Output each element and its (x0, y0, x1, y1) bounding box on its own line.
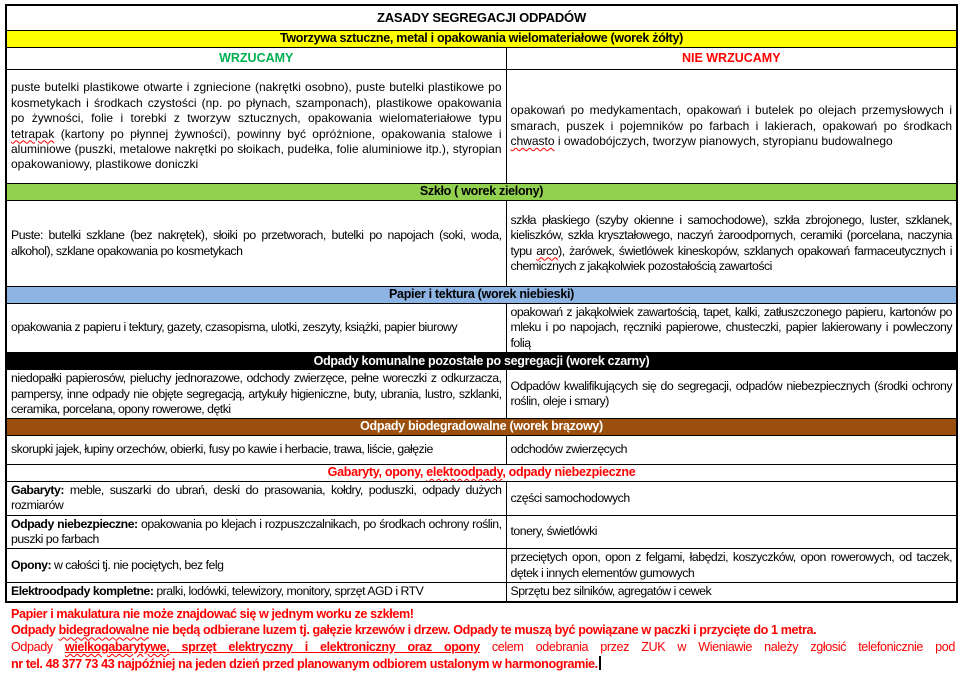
cell-text: opakowania po klejach i rozpuszczalnikach, po środkach ochrony roślin, puszki po farbach (11, 516, 502, 547)
row-lead-label: Elektroodpady kompletne: (11, 584, 154, 599)
cell-bio-nie-wrzucamy: odchodów zwierzęcych (506, 435, 957, 464)
cell-text: meble, suszarki do ubrań, deski do prasowania, kołdry, poduszki, odpady dużych rozmiarów (11, 482, 502, 513)
cell-glass-nie-wrzucamy (506, 201, 957, 287)
section-header-plastic: Tworzywa sztuczne, metal i opakowania wielomateriałowe (worek żółty) (6, 31, 957, 48)
text-cursor (599, 656, 601, 670)
table-row (6, 184, 957, 201)
footer-line-bio (11, 622, 955, 639)
footer-text: nie będą odbierane luzem tj. gałęzie krzewów i drzew. Odpady te muszą być powiązane w paczki i przycięte do 1 metra. (148, 623, 817, 638)
table-row (6, 583, 957, 602)
header-text: Gabaryty, opony, (327, 465, 427, 480)
footer-warnings (11, 606, 955, 672)
table-row (6, 419, 957, 435)
table-row (6, 481, 957, 515)
misspelled-word: wielkogabarytywe, (64, 639, 170, 654)
cell-niebezpieczne-right: tonery, świetlówki (506, 515, 957, 549)
table-row (6, 5, 957, 31)
table-row (6, 549, 957, 583)
section-header-bulky (6, 464, 957, 481)
table-row (6, 70, 957, 184)
table-row (6, 48, 957, 70)
table-row (6, 353, 957, 370)
misspelled-word: elektoodpady (426, 465, 503, 480)
cell-elektroodpady-right: Sprzętu bez silników, agregatów i cewek (506, 583, 957, 602)
cell-gabaryty-left (6, 481, 506, 515)
column-header-wrzucamy: WRZUCAMY (6, 48, 506, 70)
cell-glass-wrzucamy: Puste: butelki szklane (bez nakrętek), słoiki po przetworach, butelki po napojach (soki, woda, alkohol), szklane opakowania po kosmetykach (6, 201, 506, 287)
footer-line-phone (11, 656, 955, 673)
table-row (6, 201, 957, 287)
cell-gabaryty-right: części samochodowych (506, 481, 957, 515)
row-lead-label: Opony: (11, 558, 52, 573)
underlined-phrase (65, 640, 480, 654)
table-row (6, 304, 957, 353)
table-row (6, 31, 957, 48)
column-header-nie-wrzucamy: NIE WRZUCAMY (506, 48, 957, 70)
cell-text: pralki, lodówki, telewizory, monitory, sprzęt AGD i RTV (153, 584, 424, 599)
footer-text: Odpady (11, 623, 59, 638)
cell-text: szkła płaskiego (szyby okienne i samochodowe), szkła zbrojonego, luster, szklanek, kieliszków, szkła kryształowego, naczyń żaroodpornych, ceramiki (porcelana, naczynia typu (510, 212, 953, 258)
document-title: ZASADY SEGREGACJI ODPADÓW (6, 5, 957, 31)
cell-paper-nie-wrzucamy: opakowań z jakąkolwiek zawartością, tapet, kalki, zatłuszczonego papieru, kartonów po mleku i po napojach, ręczniki papierowe, chusteczki, papier lakierowany i powleczony folią (506, 304, 957, 353)
segregation-table (5, 4, 958, 603)
table-row (6, 435, 957, 464)
row-lead-label: Gabaryty: (11, 482, 64, 497)
footer-text: sprzęt elektryczny i elektroniczny oraz opony (169, 639, 480, 654)
section-header-municipal: Odpady komunalne pozostałe po segregacji (worek czarny) (6, 353, 957, 370)
cell-plastic-wrzucamy (6, 70, 506, 184)
cell-paper-wrzucamy: opakowania z papieru i tektury, gazety, czasopisma, ulotki, zeszyty, książki, papier biurowy (6, 304, 506, 353)
cell-municipal-wrzucamy: niedopałki papierosów, pieluchy jednorazowe, odchody zwierzęce, pełne woreczki z odkurzacza, pampersy, inne odpady nie objęte segregacją, artykuły higieniczne, buty, ubrania, lustro, szklanki, ceramika, porcelana, opony rowerowe, dętki (6, 370, 506, 419)
cell-text: puste butelki plastikowe otwarte i zgniecione (nakrętki osobno), puste butelki plastikowe po kosmetykach i środkach czystości (np. po płynach, szamponach), plastikowe opakowania po żywności, folie i torebki z tworzyw sztucznych, opakowania wielomateriałowe typu (11, 80, 502, 126)
footer-text: nr tel. 48 377 73 43 najpóźniej na jeden dzień przed planowanym odbiorem ustalonym w harmonogramie. (11, 656, 598, 671)
footer-line-bulky-pickup (11, 639, 955, 656)
section-header-bio: Odpady biodegradowalne (worek brązowy) (6, 419, 957, 435)
row-lead-label: Odpady niebezpieczne: (11, 516, 138, 531)
cell-municipal-nie-wrzucamy: Odpadów kwalifikujących się do segregacji, odpadów niebezpiecznych (środki ochrony roślin, oleje i smary) (506, 370, 957, 419)
cell-text: opakowań po medykamentach, opakowań i butelek po olejach przemysłowych i smarach, puszek i pojemników po farbach i lakierach, opakowań po środkach (510, 103, 953, 133)
cell-elektroodpady-left (6, 583, 506, 602)
misspelled-word: tetrapak (11, 126, 55, 141)
section-header-paper: Papier i tektura (worek niebieski) (6, 287, 957, 304)
cell-text: i owadobójczych, tworzyw pianowych, styropianu budowalnego (554, 134, 893, 149)
cell-text: ), żarówek, świetlówek kineskopów, szklanych opakowań farmaceutycznych i chemicznych z jakąkolwiek pozostałością zawartości (510, 243, 952, 273)
table-row (6, 370, 957, 419)
cell-text: (kartony po płynnej żywności), powinny być opróżnione, opakowania stalowe i aluminiowe (puszki, metalowe nakrętki po słoikach, pudełka, folie aluminiowe itp.), styropian opakowaniowy, plastikowe doniczki (11, 126, 502, 172)
table-row (6, 515, 957, 549)
footer-line-paper-glass: Papier i makulatura nie może znajdować się w jednym worku ze szkłem! (11, 606, 414, 621)
cell-niebezpieczne-left (6, 515, 506, 549)
misspelled-word: arco (536, 243, 559, 258)
cell-bio-wrzucamy: skorupki jajek, łupiny orzechów, obierki, fusy po kawie i herbacie, trawa, liście, gałęzie (6, 435, 506, 464)
table-row (6, 464, 957, 481)
table-row (6, 287, 957, 304)
footer-text: celem odebrania przez ZUK w Wieniawie należy zgłosić telefonicznie pod (479, 639, 955, 654)
cell-opony-right: przeciętych opon, opon z felgami, łabędzi, koszyczków, opon rowerowych, od taczek, dętek i innych elementów gumowych (506, 549, 957, 583)
section-header-glass: Szkło ( worek zielony) (6, 184, 957, 201)
misspelled-word: bidegradowalne (58, 623, 149, 638)
misspelled-word: chwasto (510, 134, 555, 149)
cell-plastic-nie-wrzucamy (506, 70, 957, 184)
header-text: , odpady niebezpieczne (502, 465, 636, 480)
footer-text: Odpady (11, 639, 65, 654)
cell-text: w całości tj. nie pociętych, bez felg (51, 558, 224, 573)
cell-opony-left (6, 549, 506, 583)
